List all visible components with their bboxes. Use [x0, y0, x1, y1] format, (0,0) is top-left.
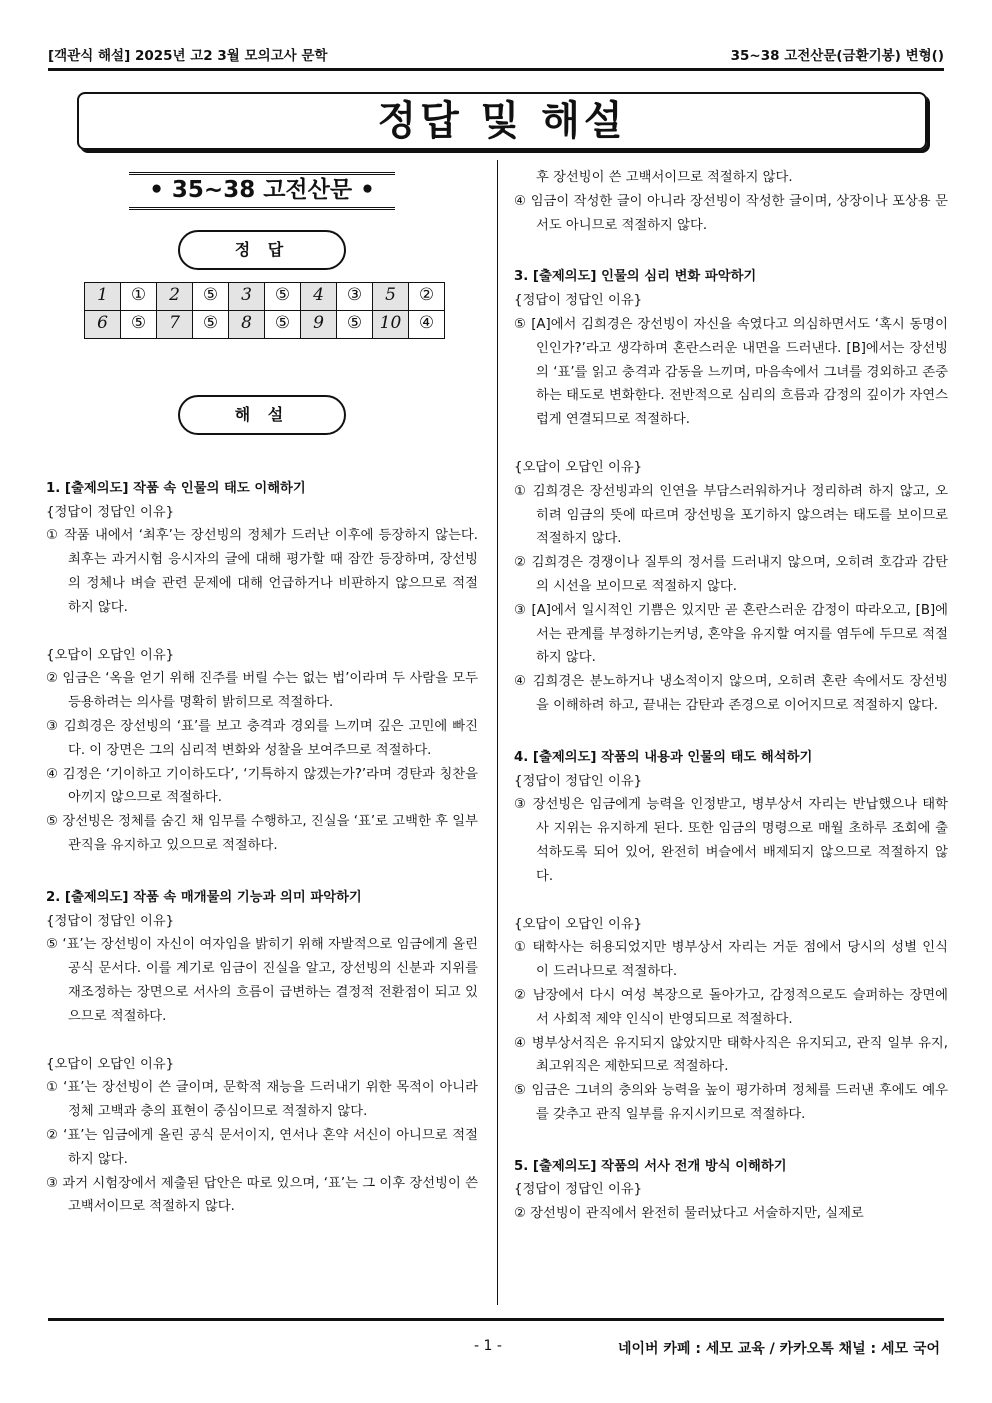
wrong-reason: ① 태학사는 허용되었지만 병부상서 자리는 거둔 점에서 당시의 성별 인식이 드러나므로 적절하다.: [514, 940, 948, 980]
wrong-reason: ⑤ 임금은 그녀의 충의와 능력을 높이 평가하며 정체를 드러낸 후에도 예우를 갖추고 관직 일부를 유지시키므로 적절하다.: [514, 1083, 948, 1122]
answer-choice: ⑤: [193, 310, 229, 338]
question-number: 2: [157, 282, 193, 310]
question-number: 1: [85, 282, 121, 310]
correct-reason-label: {정답이 정답인 이유}: [514, 293, 643, 309]
wrong-reason: ④ 병부상서직은 유지되지 않았지만 태학사직은 유지되고, 관직 일부 유지, 최고위직은 제한되므로 적절하다.: [514, 1035, 948, 1075]
right-column: [514, 166, 948, 1226]
question-3-title: 3. [출제의도] 인물의 심리 변화 파악하기: [514, 269, 757, 285]
answer-choice: ⑤: [265, 310, 301, 338]
wrong-reason: ④ 김정은 ‘기이하고 기이하도다’, ‘기특하지 않겠는가?’라며 경탄과 칭찬을 아끼지 않으므로 적절하다.: [46, 766, 478, 806]
answer-heading: 정 답: [178, 230, 346, 270]
correct-reason: ① 작품 내에서 ‘최후’는 장선빙의 정체가 드러난 이후에 등장하지 않는다. 최후는 과거시험 응시자의 글에 대해 평가할 때 잠깐 등장하며, 장선빙의 정체나 벼슬 관련 문제에 대해 언급하거나 비판하지 않으므로 적절하지 않다.: [46, 528, 478, 615]
question-5-title: 5. [출제의도] 작품의 서사 전개 방식 이해하기: [514, 1158, 787, 1174]
correct-reason-label: {정답이 정답인 이유}: [514, 773, 643, 789]
answer-choice: ③: [337, 282, 373, 310]
answer-table: [84, 282, 445, 339]
answer-choice: ⑤: [121, 310, 157, 338]
footer-brand: 네이버 카페 : 세모 교육 / 카카오톡 채널 : 세모 국어: [617, 1341, 940, 1357]
explanation-heading: 해 설: [178, 395, 346, 435]
header-rule: [48, 68, 944, 71]
question-number: 9: [301, 310, 337, 338]
header-right: 35~38 고전산문(금환기봉) 변형(): [730, 48, 944, 64]
question-number: 7: [157, 310, 193, 338]
page-title: 정답 및 해설: [77, 92, 927, 150]
wrong-reason: ② 김희경은 경쟁이나 질투의 정서를 드러내지 않으며, 오히려 호감과 감탄의 시선을 보이므로 적절하지 않다.: [514, 555, 948, 594]
column-divider: [497, 160, 498, 1305]
wrong-reason: ② ‘표’는 임금에게 올린 공식 문서이지, 연서나 혼약 서신이 아니므로 적절하지 않다.: [46, 1127, 478, 1167]
question-number: 6: [85, 310, 121, 338]
footer-rule: [48, 1318, 944, 1321]
wrong-reason: ⑤ 장선빙은 정체를 숨긴 채 임무를 수행하고, 진실을 ‘표’로 고백한 후 일부 관직을 유지하고 있으므로 적절하다.: [46, 814, 478, 853]
correct-reason: ② 장선빙이 관직에서 완전히 물러났다고 서술하지만, 실제로: [514, 1206, 864, 1222]
wrong-reason-label: {오답이 오답인 이유}: [46, 1056, 175, 1072]
left-column: [46, 166, 478, 1215]
question-number: 8: [229, 310, 265, 338]
answer-choice: ⑤: [265, 282, 301, 310]
page-number: - 1 -: [474, 1338, 502, 1354]
wrong-reason: ③ 김희경은 장선빙의 ‘표’를 보고 충격과 경외를 느끼며 깊은 고민에 빠진다. 이 장면은 그의 심리적 변화와 성찰을 보여주므로 적절하다.: [46, 718, 478, 758]
question-number: 4: [301, 282, 337, 310]
question-number: 10: [373, 310, 409, 338]
wrong-reason: ② 임금은 ‘옥을 얻기 위해 진주를 버릴 수는 없는 법’이라며 두 사람을 모두 등용하려는 의사를 명확히 밝히므로 적절하다.: [46, 671, 478, 711]
correct-reason-label: {정답이 정답인 이유}: [514, 1182, 643, 1198]
question-1-title: 1. [출제의도] 작품 속 인물의 태도 이해하기: [46, 480, 306, 496]
answer-row: [85, 282, 445, 310]
wrong-reason: ④ 김희경은 분노하거나 냉소적이지 않으며, 오히려 혼란 속에서도 장선빙을 이해하려 하고, 끝내는 감탄과 존경으로 이어지므로 적절하지 않다.: [514, 674, 948, 713]
wrong-reason: ① ‘표’는 장선빙이 쓴 글이며, 문학적 재능을 드러내기 위한 목적이 아니라 정체 고백과 충의 표현이 중심이므로 적절하지 않다.: [46, 1080, 478, 1120]
answer-choice: ②: [409, 282, 445, 310]
section-title: • 35~38 고전산문 •: [129, 172, 395, 210]
wrong-reason: ① 김희경은 장선빙과의 인연을 부담스러워하거나 정리하려 하지 않고, 오히려 임금의 뜻에 따르며 장선빙을 포기하지 않으려는 태도를 보이므로 적절하지 않다.: [514, 483, 948, 547]
wrong-reason-continued: 후 장선빙이 쓴 고백서이므로 적절하지 않다.: [536, 170, 793, 185]
correct-reason-label: {정답이 정답인 이유}: [46, 913, 175, 929]
correct-reason: ③ 장선빙은 임금에게 능력을 인정받고, 병부상서 자리는 반납했으나 태학사 지위는 유지하게 된다. 또한 임금의 명령으로 매월 초하루 조회에 출석하도록 되어 있어, 완전히 벼슬에서 배제되지 않으므로 적절하지 않다.: [514, 797, 948, 884]
wrong-reason-label: {오답이 오답인 이유}: [46, 647, 175, 663]
wrong-reason: ② 남장에서 다시 여성 복장으로 돌아가고, 감정적으로도 슬퍼하는 장면에서 사회적 제약 인식이 반영되므로 적절하다.: [514, 987, 948, 1027]
correct-reason: ⑤ [A]에서 김희경은 장선빙이 자신을 속였다고 의심하면서도 ‘혹시 동명이인인가?’라고 생각하며 혼란스러운 내면을 드러낸다. [B]에서는 장선빙의 ‘표’를 읽고 충격과 감동을 느끼며, 마음속에서 그녀를 경외하고 존중하는 태도로 변화한다. 전반적으로 심리의 흐름과 감정의 깊이가 자연스럽게 연결되므로 적절하다.: [514, 316, 948, 428]
answer-choice: ①: [121, 282, 157, 310]
question-2-title: 2. [출제의도] 작품 속 매개물의 기능과 의미 파악하기: [46, 889, 362, 905]
page-header: [48, 44, 944, 66]
answer-row: [85, 310, 445, 338]
question-number: 3: [229, 282, 265, 310]
wrong-reason: ③ [A]에서 일시적인 기쁨은 있지만 곧 혼란스러운 감정이 따라오고, [B]에서는 관계를 부정하기는커녕, 혼약을 유지할 여지를 염두에 두므로 적절하지 않다.: [514, 602, 948, 666]
correct-reason: ⑤ ‘표’는 장선빙이 자신이 여자임을 밝히기 위해 자발적으로 임금에게 올린 공식 문서다. 이를 계기로 임금이 진실을 알고, 장선빙의 신분과 지위를 재조정하는 장면으로 서사의 흐름이 급변하는 결정적 전환점이 되고 있으므로 적절하다.: [46, 937, 478, 1024]
correct-reason-label: {정답이 정답인 이유}: [46, 504, 175, 520]
question-4-title: 4. [출제의도] 작품의 내용과 인물의 태도 해석하기: [514, 749, 813, 765]
header-left: [객관식 해설] 2025년 고2 3월 모의고사 문학: [48, 48, 328, 64]
answer-choice: ⑤: [193, 282, 229, 310]
wrong-reason-label: {오답이 오답인 이유}: [514, 459, 643, 475]
wrong-reason-label: {오답이 오답인 이유}: [514, 916, 643, 932]
wrong-reason: ③ 과거 시험장에서 제출된 답안은 따로 있으며, ‘표’는 그 이후 장선빙이 쓴 고백서이므로 적절하지 않다.: [46, 1175, 478, 1215]
answer-choice: ④: [409, 310, 445, 338]
answer-choice: ⑤: [337, 310, 373, 338]
wrong-reason: ④ 임금이 작성한 글이 아니라 장선빙이 작성한 글이며, 상장이나 포상용 문서도 아니므로 적절하지 않다.: [514, 193, 948, 233]
question-number: 5: [373, 282, 409, 310]
